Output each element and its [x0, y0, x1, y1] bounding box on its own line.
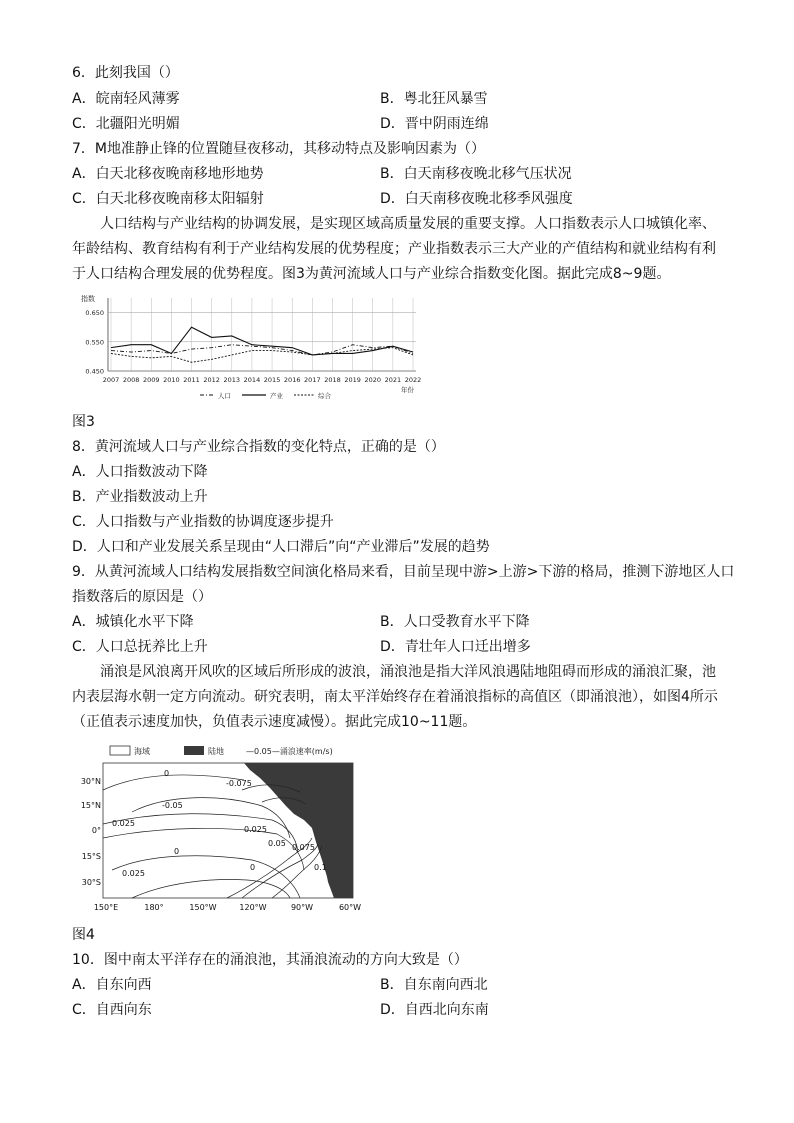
- lon-label-150e: 150°E: [93, 903, 119, 912]
- passage2-line1: 涌浪是风浪离开风吹的区域后所形成的波浪，涌浪池是指大洋风浪遇陆地阻碍而形成的涌浪汇聚，池: [100, 664, 716, 680]
- passage2-line3: （正值表示速度加快，负值表示速度减慢）。据此完成10~11题。: [72, 714, 477, 730]
- q9-stem-line1: 9．从黄河流域人口结构发展指数空间演化格局来看，目前呈现中游>上游>下游的格局，推测下游地区人口: [72, 564, 735, 580]
- lat-label-30n: 30°N: [80, 777, 101, 786]
- chart-y-tick-label: 0.550: [85, 338, 104, 347]
- lat-label-30s: 30°S: [81, 878, 101, 887]
- chart-x-tick-label: 2012: [203, 376, 220, 384]
- figure4-caption: 图4: [72, 927, 95, 943]
- q6-option-a: A．皖南轻风薄雾: [72, 91, 180, 107]
- q8-option-d: D．人口和产业发展关系呈现由“人口滞后”向“产业滞后”发展的趋势: [72, 539, 490, 555]
- contour-label-0-south: 0: [250, 863, 256, 872]
- lat-label-equator: 0°: [91, 826, 101, 835]
- figure3-chart: [72, 290, 432, 402]
- figure4-map: [72, 742, 372, 917]
- q6-option-c: C．北疆阳光明媚: [72, 116, 180, 132]
- chart-x-tick-label: 2020: [364, 376, 382, 384]
- q6-option-d: D．晋中阴雨连绵: [380, 116, 489, 132]
- q10-option-c: C．自西向东: [72, 1002, 152, 1018]
- passage1-line3: 于人口结构合理发展的优势程度。图3为黄河流域人口与产业综合指数变化图。据此完成8~9题。: [72, 266, 671, 282]
- contour-label-0025-west: 0.025: [112, 819, 135, 828]
- chart-x-tick-label: 2019: [344, 376, 361, 384]
- q7-option-a: A．白天北移夜晚南移地形地势: [72, 166, 264, 182]
- q9-option-b: B．人口受教育水平下降: [380, 614, 530, 630]
- chart-x-tick-label: 2011: [183, 376, 200, 384]
- lon-label-120w: 120°W: [239, 903, 267, 912]
- figure3-caption: 图3: [72, 414, 95, 430]
- q7-option-b: B．白天南移夜晚北移气压状况: [380, 166, 572, 182]
- map-legend: [110, 746, 333, 756]
- legend-land-swatch: [184, 746, 204, 755]
- q8-option-a: A．人口指数波动下降: [72, 464, 208, 480]
- q7-stem: 7．M地准静止锋的位置随昼夜移动，其移动特点及影响因素为（）: [72, 141, 485, 157]
- chart-x-tick-label: 2015: [263, 376, 281, 384]
- q6-option-b: B．粤北狂风暴雪: [380, 91, 488, 107]
- contour-label-01: 0.1: [314, 863, 327, 872]
- q9-option-d: D．青壮年人口迁出增多: [380, 639, 531, 655]
- chart-x-tick-label: 2016: [283, 376, 301, 384]
- q10-option-d: D．自西北向东南: [380, 1002, 489, 1018]
- contour-label-0-north: 0: [164, 769, 170, 778]
- q6-stem: 6．此刻我国（）: [72, 65, 179, 81]
- passage1-line2: 年龄结构、教育结构有利于产业结构发展的优势程度；产业指数表示三大产业的产值结构和就业结构有利: [72, 241, 716, 257]
- chart-x-tick-label: 2014: [243, 376, 261, 384]
- chart-x-tick-label: 2008: [122, 376, 140, 384]
- contour-label-0075: 0.075: [292, 843, 315, 852]
- legend-contour-label: —0.05—涌浪速率(m/s): [246, 747, 333, 756]
- chart-x-tick-label: 2017: [304, 376, 321, 384]
- q7-option-d: D．白天南移夜晚北移季风强度: [380, 191, 573, 207]
- chart-x-tick-label: 2013: [223, 376, 241, 384]
- contour-label-0025-east: 0.025: [244, 825, 267, 834]
- contour-label-0025-south: 0.025: [122, 869, 145, 878]
- legend-sea-label: 海域: [134, 747, 150, 756]
- legend-sea-swatch: [110, 746, 130, 755]
- q10-option-b: B．自东南向西北: [380, 977, 488, 993]
- legend-label-population: 人口: [218, 392, 231, 400]
- lon-label-60w: 60°W: [338, 903, 362, 912]
- chart-series-line-2: [111, 327, 413, 355]
- latitude-labels: [81, 777, 101, 887]
- passage1-line1: 人口结构与产业结构的协调发展，是实现区域高质量发展的重要支撑。人口指数表示人口城镇化率、: [100, 216, 716, 232]
- chart-xlabel: 年份: [401, 386, 414, 394]
- lon-label-180: 180°: [144, 903, 164, 912]
- chart-x-tick-label: 2018: [324, 376, 341, 384]
- q10-option-a: A．自东向西: [72, 977, 152, 993]
- chart-legend: [200, 391, 332, 400]
- contour-label-005: 0.05: [268, 839, 286, 848]
- longitude-labels: [94, 903, 361, 912]
- lon-label-150w: 150°W: [189, 903, 217, 912]
- q7-option-c: C．白天北移夜晚南移太阳辐射: [72, 191, 264, 207]
- q8-option-c: C．人口指数与产业指数的协调度逐步提升: [72, 514, 334, 530]
- chart-x-tick-label: 2010: [163, 376, 180, 384]
- q9-option-a: A．城镇化水平下降: [72, 614, 194, 630]
- contour-label-neg005: -0.05: [162, 801, 183, 810]
- chart-x-tick-label: 2022: [404, 376, 422, 384]
- chart-x-tick-label: 2021: [384, 376, 402, 384]
- contour-label-neg0075: -0.075: [226, 779, 252, 788]
- legend-label-composite: 综合: [318, 392, 331, 400]
- chart-y-tick-label: 0.650: [85, 309, 104, 318]
- lat-label-15s: 15°S: [81, 852, 101, 861]
- contour-label-0-central: 0: [174, 847, 180, 856]
- passage2-line2: 内表层海水朝一定方向流动。研究表明，南太平洋始终存在着涌浪指标的高值区（即涌浪池），如图4所示: [72, 689, 718, 705]
- legend-land-label: 陆地: [208, 747, 224, 756]
- lon-label-90w: 90°W: [290, 903, 314, 912]
- lat-label-15n: 15°N: [80, 801, 101, 810]
- q8-stem: 8．黄河流域人口与产业综合指数的变化特点，正确的是（）: [72, 439, 445, 455]
- q9-option-c: C．人口总抚养比上升: [72, 639, 208, 655]
- chart-ylabel: 指数: [81, 295, 95, 303]
- q9-stem-line2: 指数落后的原因是（）: [72, 589, 212, 605]
- q8-option-b: B．产业指数波动上升: [72, 489, 208, 505]
- chart-series-line-3: [111, 348, 413, 363]
- legend-label-industry: 产业: [270, 392, 283, 400]
- chart-x-tick-label: 2009: [142, 376, 160, 384]
- chart-x-tick-label: 2007: [102, 376, 120, 384]
- q10-stem: 10．图中南太平洋存在的涌浪池，其涌浪流动的方向大致是（）: [72, 952, 468, 968]
- chart-y-tick-label: 0.450: [85, 367, 104, 376]
